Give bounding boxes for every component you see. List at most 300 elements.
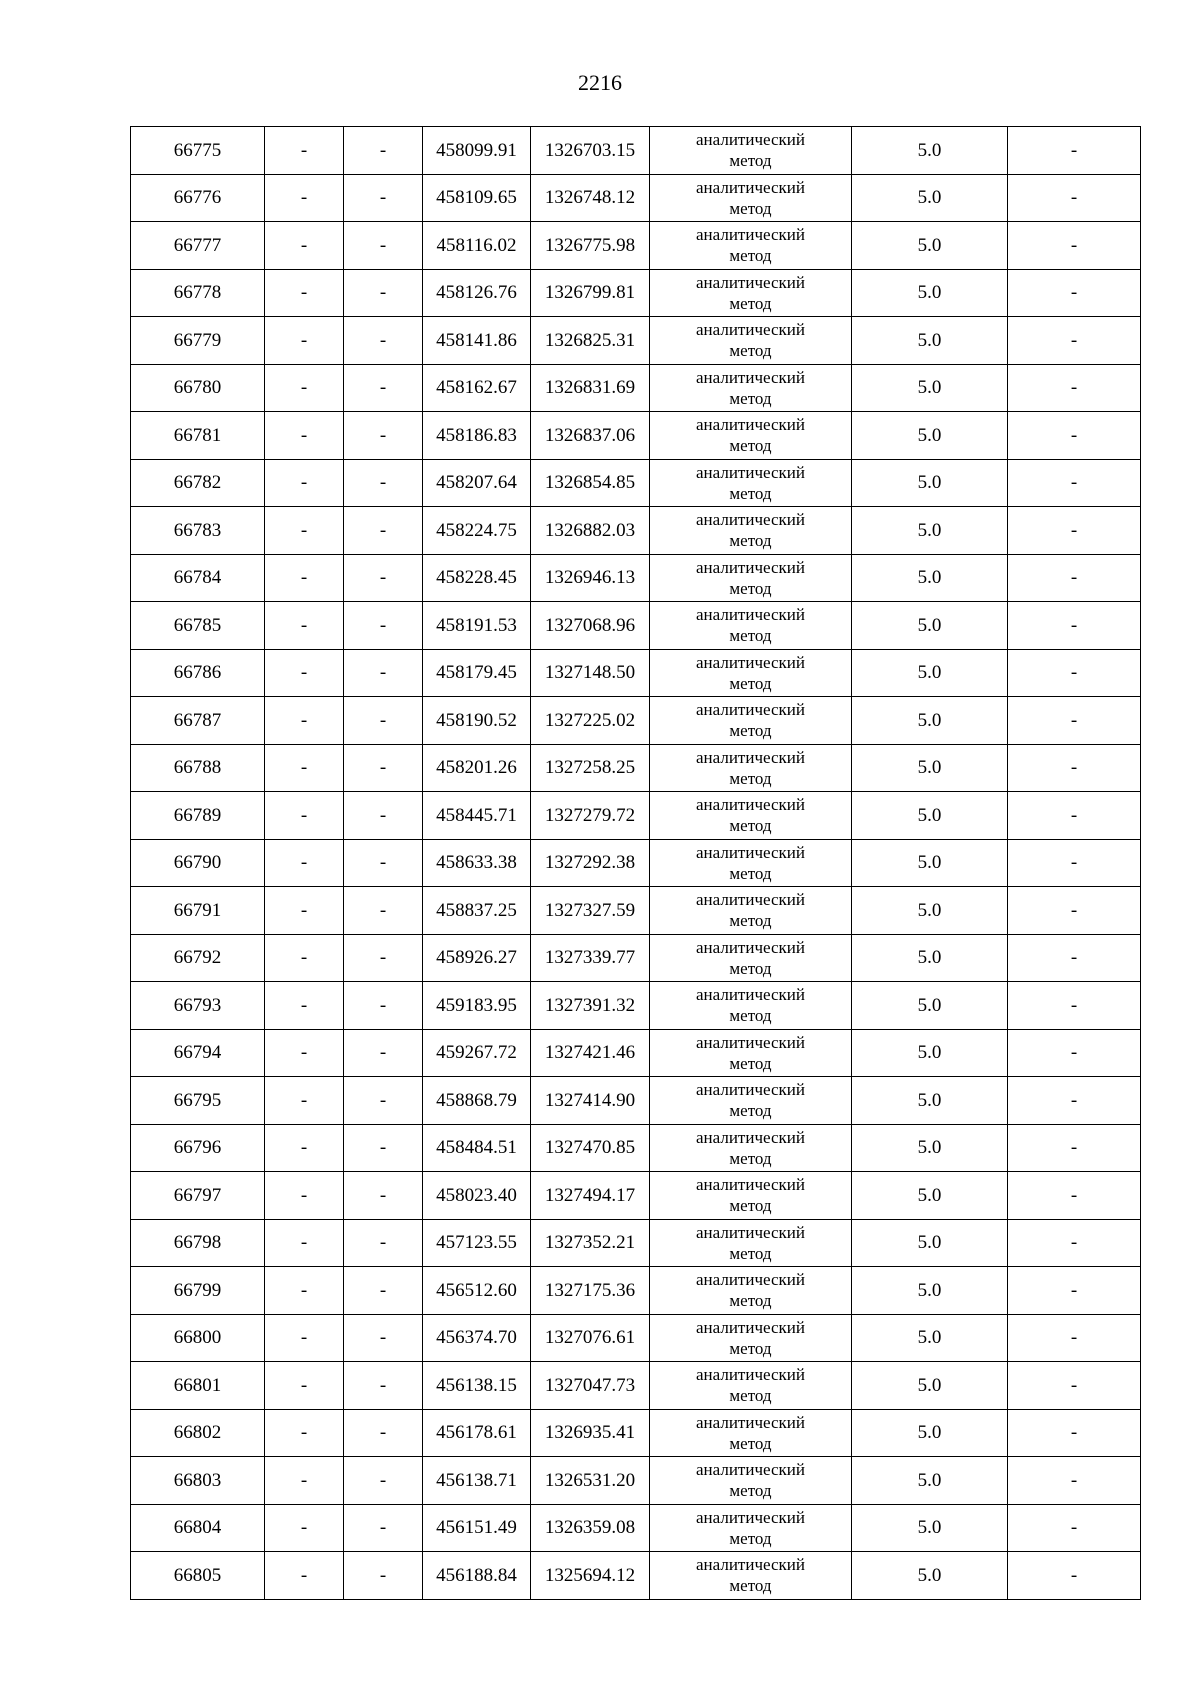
- empty-cell-a: -: [265, 649, 344, 697]
- table-row: [131, 602, 1141, 650]
- method-cell: [650, 887, 852, 935]
- x-coordinate-cell: 458141.86: [423, 317, 531, 365]
- method-line-2: метод: [729, 1291, 772, 1311]
- point-number-cell: 66787: [131, 697, 265, 745]
- x-coordinate-cell: 458228.45: [423, 554, 531, 602]
- note-cell: -: [1008, 744, 1141, 792]
- empty-cell-a: -: [265, 174, 344, 222]
- y-coordinate-cell: 1327414.90: [531, 1077, 650, 1125]
- x-coordinate-cell: 458201.26: [423, 744, 531, 792]
- table-row: [131, 839, 1141, 887]
- method-line-1: аналитический: [696, 557, 805, 577]
- method-cell: [650, 1457, 852, 1505]
- method-line-2: метод: [729, 388, 772, 408]
- y-coordinate-cell: 1327258.25: [531, 744, 650, 792]
- method-line-1: аналитический: [696, 1222, 805, 1242]
- method-cell: [650, 554, 852, 602]
- x-coordinate-cell: 458926.27: [423, 934, 531, 982]
- method-line-1: аналитический: [696, 320, 805, 339]
- accuracy-cell: 5.0: [852, 174, 1008, 222]
- method-line-2: метод: [729, 246, 772, 266]
- x-coordinate-cell: 459267.72: [423, 1029, 531, 1077]
- empty-cell-b: -: [344, 364, 423, 412]
- method-cell: [650, 1172, 852, 1220]
- method-line-2: метод: [729, 1053, 772, 1073]
- method-cell: [650, 602, 852, 650]
- empty-cell-a: -: [265, 269, 344, 317]
- method-line-1: аналитический: [696, 1365, 805, 1384]
- empty-cell-b: -: [344, 459, 423, 507]
- table-row: [131, 887, 1141, 935]
- note-cell: -: [1008, 459, 1141, 507]
- y-coordinate-cell: 1326799.81: [531, 269, 650, 317]
- note-cell: -: [1008, 1172, 1141, 1220]
- y-coordinate-cell: 1327327.59: [531, 887, 650, 935]
- note-cell: -: [1008, 1029, 1141, 1077]
- note-cell: -: [1008, 602, 1141, 650]
- method-cell: [650, 1362, 852, 1410]
- note-cell: -: [1008, 222, 1141, 270]
- method-line-2: метод: [729, 1576, 772, 1596]
- method-line-1: аналитический: [696, 1080, 805, 1099]
- method-cell: [650, 1267, 852, 1315]
- y-coordinate-cell: 1326946.13: [531, 554, 650, 602]
- note-cell: -: [1008, 887, 1141, 935]
- method-line-2: метод: [729, 198, 772, 218]
- table-row: [131, 1029, 1141, 1077]
- method-line-1: аналитический: [696, 1175, 805, 1194]
- point-number-cell: 66792: [131, 934, 265, 982]
- table-row: [131, 1267, 1141, 1315]
- y-coordinate-cell: 1327148.50: [531, 649, 650, 697]
- point-number-cell: 66779: [131, 317, 265, 365]
- accuracy-cell: 5.0: [852, 1457, 1008, 1505]
- point-number-cell: 66785: [131, 602, 265, 650]
- table-row: [131, 1219, 1141, 1267]
- method-cell: [650, 1029, 852, 1077]
- method-line-2: метод: [729, 1243, 772, 1263]
- empty-cell-b: -: [344, 602, 423, 650]
- table-row: [131, 1409, 1141, 1457]
- accuracy-cell: 5.0: [852, 1172, 1008, 1220]
- accuracy-cell: 5.0: [852, 934, 1008, 982]
- point-number-cell: 66799: [131, 1267, 265, 1315]
- x-coordinate-cell: 456188.84: [423, 1552, 531, 1600]
- table-row: [131, 1077, 1141, 1125]
- table-body: [131, 127, 1141, 1600]
- empty-cell-b: -: [344, 1314, 423, 1362]
- accuracy-cell: 5.0: [852, 982, 1008, 1030]
- point-number-cell: 66775: [131, 127, 265, 175]
- accuracy-cell: 5.0: [852, 697, 1008, 745]
- method-line-1: аналитический: [696, 890, 805, 909]
- table-row: [131, 1124, 1141, 1172]
- empty-cell-a: -: [265, 554, 344, 602]
- point-number-cell: 66789: [131, 792, 265, 840]
- accuracy-cell: 5.0: [852, 1362, 1008, 1410]
- empty-cell-a: -: [265, 887, 344, 935]
- x-coordinate-cell: 458224.75: [423, 507, 531, 555]
- point-number-cell: 66782: [131, 459, 265, 507]
- empty-cell-a: -: [265, 1029, 344, 1077]
- y-coordinate-cell: 1326748.12: [531, 174, 650, 222]
- method-line-2: метод: [729, 436, 772, 456]
- empty-cell-a: -: [265, 127, 344, 175]
- method-line-2: метод: [729, 1338, 772, 1358]
- accuracy-cell: 5.0: [852, 792, 1008, 840]
- empty-cell-b: -: [344, 887, 423, 935]
- x-coordinate-cell: 458868.79: [423, 1077, 531, 1125]
- point-number-cell: 66794: [131, 1029, 265, 1077]
- note-cell: -: [1008, 269, 1141, 317]
- point-number-cell: 66802: [131, 1409, 265, 1457]
- method-line-1: аналитический: [696, 842, 805, 862]
- x-coordinate-cell: 458023.40: [423, 1172, 531, 1220]
- note-cell: -: [1008, 1267, 1141, 1315]
- empty-cell-b: -: [344, 697, 423, 745]
- table-row: [131, 317, 1141, 365]
- y-coordinate-cell: 1327175.36: [531, 1267, 650, 1315]
- method-cell: [650, 222, 852, 270]
- x-coordinate-cell: 458109.65: [423, 174, 531, 222]
- table-row: [131, 554, 1141, 602]
- method-line-2: метод: [729, 673, 772, 693]
- y-coordinate-cell: 1327421.46: [531, 1029, 650, 1077]
- method-cell: [650, 1409, 852, 1457]
- empty-cell-a: -: [265, 1219, 344, 1267]
- note-cell: -: [1008, 792, 1141, 840]
- table-row: [131, 459, 1141, 507]
- x-coordinate-cell: 456138.15: [423, 1362, 531, 1410]
- x-coordinate-cell: 458179.45: [423, 649, 531, 697]
- empty-cell-a: -: [265, 1504, 344, 1552]
- note-cell: -: [1008, 982, 1141, 1030]
- empty-cell-b: -: [344, 222, 423, 270]
- note-cell: -: [1008, 174, 1141, 222]
- method-cell: [650, 744, 852, 792]
- accuracy-cell: 5.0: [852, 507, 1008, 555]
- method-line-2: метод: [729, 531, 772, 551]
- empty-cell-b: -: [344, 934, 423, 982]
- empty-cell-b: -: [344, 1409, 423, 1457]
- method-cell: [650, 1314, 852, 1362]
- method-line-2: метод: [729, 911, 772, 931]
- table-row: [131, 222, 1141, 270]
- point-number-cell: 66784: [131, 554, 265, 602]
- y-coordinate-cell: 1327047.73: [531, 1362, 650, 1410]
- point-number-cell: 66786: [131, 649, 265, 697]
- page-number: 2216: [578, 70, 622, 95]
- empty-cell-b: -: [344, 554, 423, 602]
- point-number-cell: 66804: [131, 1504, 265, 1552]
- empty-cell-b: -: [344, 1267, 423, 1315]
- accuracy-cell: 5.0: [852, 649, 1008, 697]
- accuracy-cell: 5.0: [852, 222, 1008, 270]
- method-line-1: аналитический: [696, 1317, 805, 1337]
- method-line-1: аналитический: [696, 177, 805, 197]
- method-cell: [650, 982, 852, 1030]
- y-coordinate-cell: 1327391.32: [531, 982, 650, 1030]
- point-number-cell: 66778: [131, 269, 265, 317]
- empty-cell-a: -: [265, 222, 344, 270]
- empty-cell-b: -: [344, 1077, 423, 1125]
- y-coordinate-cell: 1327076.61: [531, 1314, 650, 1362]
- note-cell: -: [1008, 1457, 1141, 1505]
- method-cell: [650, 1504, 852, 1552]
- empty-cell-b: -: [344, 649, 423, 697]
- y-coordinate-cell: 1327279.72: [531, 792, 650, 840]
- method-line-1: аналитический: [696, 985, 805, 1004]
- y-coordinate-cell: 1326854.85: [531, 459, 650, 507]
- method-line-1: аналитический: [696, 1270, 805, 1289]
- method-line-2: метод: [729, 816, 772, 836]
- empty-cell-b: -: [344, 1362, 423, 1410]
- method-line-2: метод: [729, 721, 772, 741]
- method-line-1: аналитический: [696, 747, 805, 767]
- accuracy-cell: 5.0: [852, 459, 1008, 507]
- table-row: [131, 1552, 1141, 1600]
- accuracy-cell: 5.0: [852, 1267, 1008, 1315]
- method-line-2: метод: [729, 958, 772, 978]
- method-cell: [650, 1124, 852, 1172]
- method-line-2: метод: [729, 578, 772, 598]
- empty-cell-a: -: [265, 507, 344, 555]
- table-row: [131, 697, 1141, 745]
- accuracy-cell: 5.0: [852, 364, 1008, 412]
- y-coordinate-cell: 1325694.12: [531, 1552, 650, 1600]
- empty-cell-a: -: [265, 364, 344, 412]
- method-cell: [650, 1552, 852, 1600]
- point-number-cell: 66801: [131, 1362, 265, 1410]
- empty-cell-b: -: [344, 317, 423, 365]
- x-coordinate-cell: 457123.55: [423, 1219, 531, 1267]
- method-line-2: метод: [729, 1148, 772, 1168]
- method-line-1: аналитический: [696, 1555, 805, 1574]
- accuracy-cell: 5.0: [852, 1504, 1008, 1552]
- method-line-2: метод: [729, 483, 772, 503]
- x-coordinate-cell: 458186.83: [423, 412, 531, 460]
- empty-cell-a: -: [265, 792, 344, 840]
- note-cell: -: [1008, 1124, 1141, 1172]
- point-number-cell: 66803: [131, 1457, 265, 1505]
- method-line-2: метод: [729, 768, 772, 788]
- note-cell: -: [1008, 697, 1141, 745]
- y-coordinate-cell: 1326359.08: [531, 1504, 650, 1552]
- method-line-1: аналитический: [696, 462, 805, 482]
- empty-cell-a: -: [265, 839, 344, 887]
- point-number-cell: 66781: [131, 412, 265, 460]
- point-number-cell: 66805: [131, 1552, 265, 1600]
- x-coordinate-cell: 456178.61: [423, 1409, 531, 1457]
- note-cell: -: [1008, 1362, 1141, 1410]
- table-row: [131, 649, 1141, 697]
- point-number-cell: 66796: [131, 1124, 265, 1172]
- y-coordinate-cell: 1327470.85: [531, 1124, 650, 1172]
- y-coordinate-cell: 1327339.77: [531, 934, 650, 982]
- accuracy-cell: 5.0: [852, 554, 1008, 602]
- empty-cell-a: -: [265, 317, 344, 365]
- empty-cell-b: -: [344, 127, 423, 175]
- method-line-2: метод: [729, 341, 772, 361]
- empty-cell-b: -: [344, 982, 423, 1030]
- table-row: [131, 1172, 1141, 1220]
- y-coordinate-cell: 1327494.17: [531, 1172, 650, 1220]
- method-line-2: метод: [729, 1006, 772, 1026]
- accuracy-cell: 5.0: [852, 127, 1008, 175]
- method-line-1: аналитический: [696, 700, 805, 719]
- x-coordinate-cell: 458116.02: [423, 222, 531, 270]
- x-coordinate-cell: 458633.38: [423, 839, 531, 887]
- method-cell: [650, 839, 852, 887]
- note-cell: -: [1008, 934, 1141, 982]
- method-cell: [650, 127, 852, 175]
- x-coordinate-cell: 458484.51: [423, 1124, 531, 1172]
- empty-cell-a: -: [265, 1314, 344, 1362]
- note-cell: -: [1008, 127, 1141, 175]
- method-cell: [650, 459, 852, 507]
- method-cell: [650, 697, 852, 745]
- y-coordinate-cell: 1326825.31: [531, 317, 650, 365]
- empty-cell-b: -: [344, 174, 423, 222]
- empty-cell-a: -: [265, 459, 344, 507]
- empty-cell-b: -: [344, 1172, 423, 1220]
- method-line-2: метод: [729, 1386, 772, 1406]
- accuracy-cell: 5.0: [852, 317, 1008, 365]
- empty-cell-a: -: [265, 982, 344, 1030]
- note-cell: -: [1008, 1552, 1141, 1600]
- x-coordinate-cell: 458445.71: [423, 792, 531, 840]
- x-coordinate-cell: 456374.70: [423, 1314, 531, 1362]
- x-coordinate-cell: 456138.71: [423, 1457, 531, 1505]
- x-coordinate-cell: 458207.64: [423, 459, 531, 507]
- x-coordinate-cell: 456512.60: [423, 1267, 531, 1315]
- point-number-cell: 66776: [131, 174, 265, 222]
- method-line-1: аналитический: [696, 225, 805, 244]
- y-coordinate-cell: 1327292.38: [531, 839, 650, 887]
- table-row: [131, 174, 1141, 222]
- empty-cell-a: -: [265, 697, 344, 745]
- note-cell: -: [1008, 1077, 1141, 1125]
- accuracy-cell: 5.0: [852, 1314, 1008, 1362]
- point-number-cell: 66798: [131, 1219, 265, 1267]
- table-row: [131, 412, 1141, 460]
- note-cell: -: [1008, 1409, 1141, 1457]
- empty-cell-a: -: [265, 744, 344, 792]
- accuracy-cell: 5.0: [852, 269, 1008, 317]
- empty-cell-b: -: [344, 839, 423, 887]
- method-line-1: аналитический: [696, 605, 805, 624]
- point-number-cell: 66790: [131, 839, 265, 887]
- method-cell: [650, 792, 852, 840]
- empty-cell-a: -: [265, 412, 344, 460]
- method-cell: [650, 412, 852, 460]
- accuracy-cell: 5.0: [852, 1124, 1008, 1172]
- point-number-cell: 66788: [131, 744, 265, 792]
- y-coordinate-cell: 1327225.02: [531, 697, 650, 745]
- y-coordinate-cell: 1326531.20: [531, 1457, 650, 1505]
- empty-cell-a: -: [265, 1172, 344, 1220]
- empty-cell-a: -: [265, 934, 344, 982]
- point-number-cell: 66791: [131, 887, 265, 935]
- method-line-1: аналитический: [696, 1032, 805, 1052]
- method-line-1: аналитический: [696, 272, 805, 292]
- method-line-2: метод: [729, 863, 772, 883]
- empty-cell-a: -: [265, 1362, 344, 1410]
- accuracy-cell: 5.0: [852, 1077, 1008, 1125]
- empty-cell-a: -: [265, 1267, 344, 1315]
- method-line-1: аналитический: [696, 130, 805, 149]
- method-cell: [650, 934, 852, 982]
- empty-cell-b: -: [344, 1219, 423, 1267]
- x-coordinate-cell: 458190.52: [423, 697, 531, 745]
- accuracy-cell: 5.0: [852, 412, 1008, 460]
- empty-cell-a: -: [265, 1457, 344, 1505]
- empty-cell-b: -: [344, 412, 423, 460]
- point-number-cell: 66793: [131, 982, 265, 1030]
- empty-cell-b: -: [344, 792, 423, 840]
- accuracy-cell: 5.0: [852, 1029, 1008, 1077]
- accuracy-cell: 5.0: [852, 1409, 1008, 1457]
- method-cell: [650, 649, 852, 697]
- accuracy-cell: 5.0: [852, 887, 1008, 935]
- method-line-2: метод: [729, 1481, 772, 1501]
- empty-cell-b: -: [344, 1504, 423, 1552]
- method-line-2: метод: [729, 1528, 772, 1548]
- method-line-1: аналитический: [696, 937, 805, 957]
- method-cell: [650, 174, 852, 222]
- table-row: [131, 364, 1141, 412]
- x-coordinate-cell: 459183.95: [423, 982, 531, 1030]
- empty-cell-a: -: [265, 1124, 344, 1172]
- table-row: [131, 507, 1141, 555]
- table-row: [131, 1504, 1141, 1552]
- table-row: [131, 1362, 1141, 1410]
- method-line-2: метод: [729, 1433, 772, 1453]
- note-cell: -: [1008, 554, 1141, 602]
- method-line-2: метод: [729, 151, 772, 171]
- y-coordinate-cell: 1326703.15: [531, 127, 650, 175]
- note-cell: -: [1008, 364, 1141, 412]
- method-line-1: аналитический: [696, 1127, 805, 1147]
- note-cell: -: [1008, 507, 1141, 555]
- method-line-2: метод: [729, 1101, 772, 1121]
- table-row: [131, 792, 1141, 840]
- x-coordinate-cell: 458191.53: [423, 602, 531, 650]
- x-coordinate-cell: 458837.25: [423, 887, 531, 935]
- y-coordinate-cell: 1326831.69: [531, 364, 650, 412]
- y-coordinate-cell: 1327352.21: [531, 1219, 650, 1267]
- point-number-cell: 66797: [131, 1172, 265, 1220]
- point-number-cell: 66800: [131, 1314, 265, 1362]
- method-cell: [650, 1077, 852, 1125]
- method-line-1: аналитический: [696, 795, 805, 814]
- method-line-1: аналитический: [696, 652, 805, 672]
- accuracy-cell: 5.0: [852, 1552, 1008, 1600]
- empty-cell-b: -: [344, 1029, 423, 1077]
- method-line-2: метод: [729, 1196, 772, 1216]
- y-coordinate-cell: 1326882.03: [531, 507, 650, 555]
- empty-cell-a: -: [265, 1552, 344, 1600]
- method-cell: [650, 269, 852, 317]
- y-coordinate-cell: 1326935.41: [531, 1409, 650, 1457]
- empty-cell-b: -: [344, 507, 423, 555]
- x-coordinate-cell: 456151.49: [423, 1504, 531, 1552]
- point-number-cell: 66780: [131, 364, 265, 412]
- x-coordinate-cell: 458162.67: [423, 364, 531, 412]
- method-cell: [650, 507, 852, 555]
- method-line-1: аналитический: [696, 510, 805, 529]
- method-line-1: аналитический: [696, 415, 805, 434]
